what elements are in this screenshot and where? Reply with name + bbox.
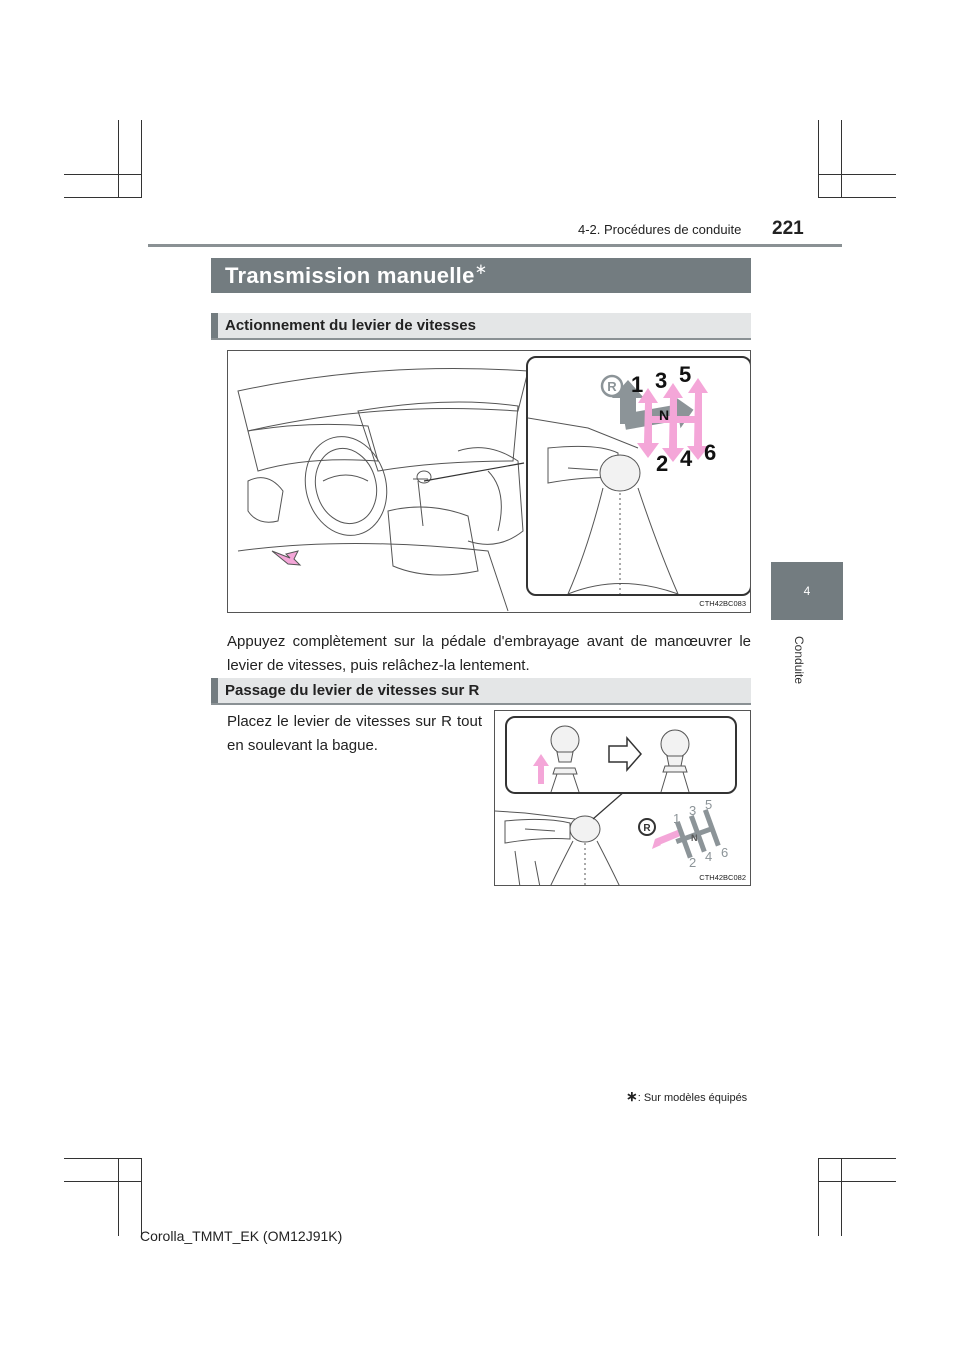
footer-model: Corolla_TMMT_EK (OM12J91K): [140, 1228, 343, 1244]
crop-mark: [841, 120, 842, 198]
gear-label-6: 6: [704, 440, 717, 465]
reverse-gear-label-r: R: [643, 823, 651, 834]
crop-mark: [818, 1158, 819, 1236]
callout-panel: [505, 716, 737, 794]
gear-label-3: 3: [655, 368, 668, 393]
gear-label-n: N: [659, 407, 670, 423]
chapter-label: Conduite: [792, 636, 806, 685]
reverse-gear-label-1: 1: [673, 811, 681, 826]
instruction-clutch: Appuyez complètement sur la pédale d'embrayage avant de manœuvrer le levier de vitesses, puis relâchez-la lentement.: [227, 633, 751, 674]
subheading-shift-operation: Actionnement du levier de vitesses: [211, 313, 751, 340]
zoom-panel: [526, 356, 751, 596]
crop-mark: [141, 1158, 142, 1236]
figure-reverse-shift: [494, 710, 751, 886]
crop-mark: [818, 120, 819, 198]
crop-mark: [118, 120, 119, 198]
crop-mark: [818, 1181, 896, 1182]
crop-mark: [64, 174, 142, 175]
crop-mark: [818, 174, 896, 175]
title-mark: ∗: [474, 261, 488, 278]
figure-code: CTH42BC082: [699, 873, 746, 882]
footnote-mark: ∗: [626, 1088, 638, 1104]
reverse-gear-label-6: 6: [721, 845, 729, 860]
instruction-reverse: Placez le levier de vitesses sur R tout en soulevant la bague.: [227, 713, 482, 754]
page-title: [211, 258, 751, 293]
reverse-gear-label-n: N: [691, 833, 698, 843]
crop-mark: [118, 1158, 119, 1236]
footnote-text: : Sur modèles équipés: [637, 1092, 748, 1104]
header-rule: [148, 244, 842, 247]
crop-mark: [64, 197, 142, 198]
page-number: 221: [772, 218, 804, 239]
page-title-text: Transmission manuelle: [225, 263, 475, 288]
reverse-gear-label-2: 2: [689, 855, 697, 870]
gear-shift-diagram-icon: [528, 358, 750, 594]
section-label: 4-2. Procédures de conduite: [578, 222, 742, 237]
crop-mark: [141, 120, 142, 198]
gear-label-5: 5: [679, 362, 692, 387]
reverse-gear-label-5: 5: [705, 797, 713, 812]
crop-mark: [64, 1158, 142, 1159]
gear-label-4: 4: [680, 446, 693, 471]
gear-label-r: R: [607, 379, 617, 394]
clutch-pedal-arrow-icon: [272, 551, 300, 565]
transition-arrow-icon: [609, 738, 641, 770]
reverse-gear-label-3: 3: [689, 803, 697, 818]
crop-mark: [818, 1158, 896, 1159]
knob-lift-illustration: [507, 718, 735, 792]
figure-code: CTH42BC083: [699, 599, 746, 608]
gear-label-1: 1: [631, 372, 644, 397]
gear-label-2: 2: [656, 451, 669, 476]
figure-cockpit: [227, 350, 751, 613]
subheading-reverse: Passage du levier de vitesses sur R: [211, 678, 751, 705]
crop-mark: [64, 1181, 142, 1182]
reverse-gear-label-4: 4: [705, 849, 713, 864]
gear-shift-diagram-icon: [639, 797, 728, 870]
lift-ring-arrow-icon: [533, 754, 549, 784]
chapter-tab: 4: [771, 562, 843, 620]
footnote: [626, 1088, 747, 1105]
crop-mark: [841, 1158, 842, 1236]
crop-mark: [818, 197, 896, 198]
